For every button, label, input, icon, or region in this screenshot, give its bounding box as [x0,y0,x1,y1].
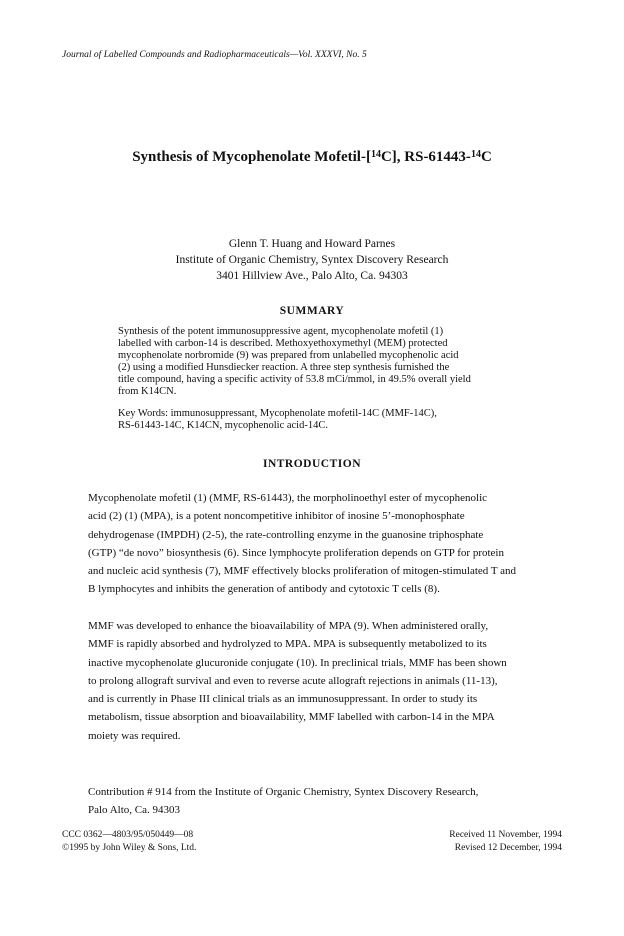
keywords-line: RS-61443-14C, K14CN, mycophenolic acid-14C. [118,420,328,431]
introduction-heading: INTRODUCTION [262,458,361,470]
paragraph-line: inactive mycophenolate glucuronide conjugate (10). In preclinical trials, MMF has been shown [88,656,507,669]
footnote-line: Contribution # 914 from the Institute of Organic Chemistry, Syntex Discovery Research, [88,786,479,798]
keywords-line: Key Words: immunosuppressant, Mycophenolate mofetil-14C (MMF-14C), [118,408,437,419]
footer-dates-block [449,829,562,854]
summary-line: labelled with carbon-14 is described. Methoxyethoxymethyl (MEM) protected [118,338,448,349]
paragraph-line: B lymphocytes and inhibits the generation of antibody and cytotoxic T cells (8). [88,583,440,596]
received-date: Received 11 November, 1994 [449,830,562,840]
author-block [0,236,624,284]
contribution-footnote [88,783,548,819]
paragraph-line: dehydrogenase (IMPDH) (2-5), the rate-controlling enzyme in the guanosine triphosphate [88,528,484,541]
author-names: Glenn T. Huang and Howard Parnes [228,238,396,250]
intro-paragraph-1 [88,489,548,599]
paragraph-line: and nucleic acid synthesis (7), MMF effectively blocks proliferation of mitogen-stimulated T and [88,565,516,578]
summary-line: from K14CN. [118,386,177,397]
intro-paragraph-2 [88,617,548,745]
author-address: 3401 Hillview Ave., Palo Alto, Ca. 94303 [216,270,408,282]
revised-date: Revised 12 December, 1994 [454,842,562,853]
author-institute: Institute of Organic Chemistry, Syntex Discovery Research [175,254,449,266]
paragraph-line: MMF is rapidly absorbed and hydrolyzed to MPA. MPA is subsequently metabolized to its [88,638,487,651]
summary-line: (2) using a modified Hunsdiecker reaction. A three step synthesis furnished the [118,362,450,373]
paragraph-line: to prolong allograft survival and even to reverse acute allograft rejections in animals (11-13), [88,674,498,687]
journal-header: Journal of Labelled Compounds and Radiopharmaceuticals—Vol. XXXVI, No. 5 [62,50,367,60]
paragraph-line: and is currently in Phase III clinical trials as an immunosuppressant. In order to study its [88,693,478,706]
paragraph-line: moiety was required. [88,729,181,742]
paragraph-line: (GTP) “de novo” biosynthesis (6). Since lymphocyte proliferation depends on GTP for protein [88,546,504,559]
ccc-code: CCC 0362—4803/95/050449—08 [62,830,194,840]
paragraph-line: Mycophenolate mofetil (1) (MMF, RS-61443), the morpholinoethyl ester of mycophenolic [88,492,488,504]
summary-line: Synthesis of the potent immunosuppressive agent, mycophenolate mofetil (1) [118,326,444,337]
summary-line: mycophenolate norbromide (9) was prepared from unlabelled mycophenolic acid [118,350,459,361]
footnote-line: Palo Alto, Ca. 94303 [88,804,180,816]
summary-abstract [118,326,518,432]
footer-copyright-block [62,829,196,854]
paragraph-line: MMF was developed to enhance the bioavailability of MPA (9). When administered orally, [88,620,489,632]
paragraph-line: acid (2) (1) (MPA), is a potent noncompetitive inhibitor of inosine 5’-monophosphate [88,510,465,523]
paper-title: Synthesis of Mycophenolate Mofetil-[$^{14}$C], RS-61443-$^{14}$C [132,149,492,165]
summary-line: title compound, having a specific activity of 53.8 mCi/mmol, in 49.5% overall yield [118,374,471,385]
copyright-notice: ©1995 by John Wiley & Sons, Ltd. [62,842,197,853]
summary-heading: SUMMARY [279,305,345,317]
paragraph-line: metabolism, tissue absorption and bioavailability, MMF labelled with carbon-14 in the MPA [88,711,495,724]
